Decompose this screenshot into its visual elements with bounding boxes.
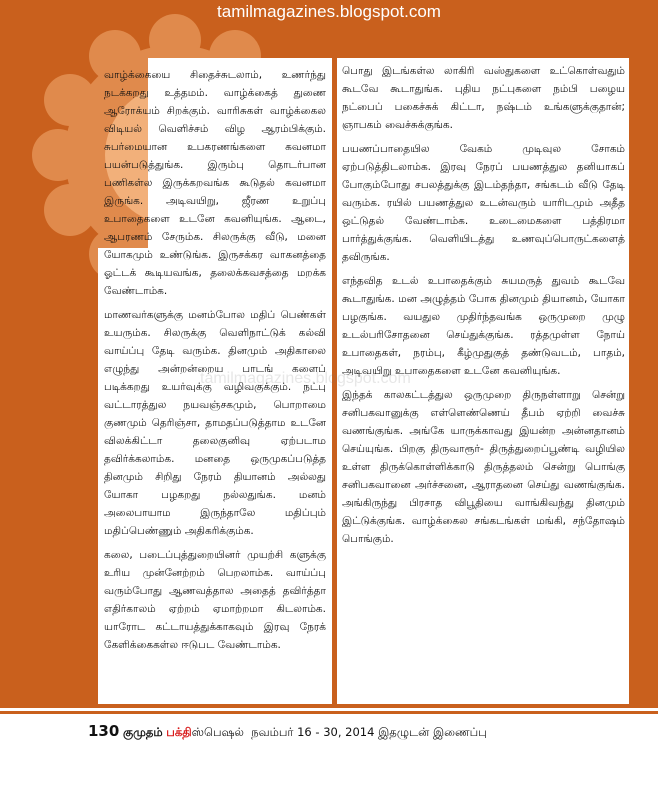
special-label: ஸ்பெஷல் — [191, 725, 244, 739]
paragraph: இந்தக் காலகட்டத்துல ஒருமுறை திருநள்ளாறு சென்று சனிபகவானுக்கு எள்ளெண்ணெய் தீபம் ஏற்றி வைச்சு வணங்குங்க. அங்கே யாருக்காவது இயன்ற அன்னதானம் செய்யுங்க. பிறகு திருவாரூர்- திருத்துறைப்பூண்டி வழியில உள்ள திருக்கொள்ளிக்காடு திருத்தலம் சென்று பொங்கு சனிபகவானை அர்ச்சனை, ஆராதனை செய்து வணங்குங்க. அங்கிருந்து பிரசாத விபூதியை வாங்கிவந்து தினமும் இட்டுக்குங்க. வாழ்க்கைல சங்கடங்கள் மங்கி, சந்தோஷம் பொங்கும். — [342, 389, 625, 545]
footer-rule — [0, 711, 658, 714]
paragraph: கலை, படைப்புத்துறையினர் முயற்சி களுக்கு உரிய முன்னேற்றம் பெறலாம்க. வாய்ப்பு வரும்போது ஆணவத்தால அதைத் தவிர்த்தா எதிர்காலம் ஏற்றம் ஏமாற்றமா கிடலாம்க. யாரோட கட்டாயத்துக்காகவும் இரவு நேரக் கேளிக்கைகள்ல ஈடுபட வேண்டாம்க. — [104, 549, 326, 651]
watermark-text: tamilmagazines.blogspot.com — [200, 370, 411, 387]
supplement-note: இதழுடன் இணைப்பு — [378, 725, 487, 739]
right-column — [342, 62, 625, 554]
issue-dates: நவம்பர் 16 - 30, 2014 — [251, 725, 375, 739]
paragraph: எந்தவித உடல் உபாதைக்கும் சுயமருத் துவம் கூடவே கூடாதுங்க. மன அழுத்தம் போக தினமும் தியானம், யோகா பழகுங்க. வயதுல முதிர்ந்தவங்க ஒருமுறை முழு உடல்பரிசோதனை செய்துக்குங்க. ரத்தமுள்ள நோய் உபாதைகள், நரம்பு, கீழ்முதுகுத் தண்டுவடம், பாதம், அடிவயிறு உபாதைகளை உடனே கவனியுங்க. — [342, 275, 625, 377]
magazine-name: குமுதம் — [122, 725, 163, 739]
paragraph: மாணவர்களுக்கு மனம்போல மதிப் பெண்கள் உயரும்க. சிலருக்கு வெளிநாட்டுக் கல்வி வாய்ப்பு தேடி வரும்க. தினமும் அதிகாலை எழுந்து அன்றன்றைய பாடங் களைப் படிக்கறது உயர்வுக்கு வழிவகுக்கும். நட்பு வட்டாரத்துல நயவஞ்சகமும், பொறாமை குணமும் தெரிஞ்சா, தாமதப்படுத்தாம உடனே விலக்கிட்டா தலைகுனிவு ஏற்படாம தவிர்க்கலாம்க. மனதை ஒருமுகப்படுத்த தினமும் சிறிது நேரம் தியானம் அல்லது யோகா பழகறது நல்லதுங்க. மனம் அலைபாயாம இருந்தாலே மதிப்பும் மதிப்பெண்ணும் அதிகரிக்கும்க. — [104, 309, 326, 537]
paragraph: வாழ்க்கையை சிதைச்சுடலாம், உணர்ந்து நடக்கறது உத்தமம். வாழ்க்கைத் துணை ஆரோக்யம் சிறக்கும். வாரிசுகள் வாழ்க்கைல விடியல் வெளிச்சம் விழ ஆரம்பிக்கும். சுபர்மையான உபகரணங்களை கவனமா பயன்படுத்துங்க. இரும்பு தொடர்பான பணிகள்ல இருக்கறவங்க கூடுதல் கவனமா இருங்க. அடிவயிறு, ஜீரண உறுப்பு உபாதைகளை உடனே கவனியுங்க. ஆடை, ஆபரணம் சேரும்க. சிலருக்கு வீடு, மனை யோகமும் உண்டுங்க. இருசக்கர வாகனத்தை ஓட்டக் கூடியவங்க, தலைக்கவசத்தை மறக்க வேண்டாம்க. — [104, 69, 326, 297]
page-number: 130 — [88, 722, 120, 740]
paragraph: பொது இடங்கள்ல லாகிரி வஸ்துகளை உட்கொள்வதும் கூடவே கூடாதுங்க. புதிய நட்புகளை நம்பி பழைய நட்பைப் பகைச்சுக் கிட்டா, நஷ்டம் உங்களுக்குதான்; ஞாபகம் வைச்சுக்குங்க. — [342, 65, 625, 131]
left-column — [104, 66, 326, 660]
footer-line — [88, 722, 487, 741]
paragraph: பயணப்பாதையில வேகம் முடிவுல சோகம் ஏற்படுத்திடலாம்க. இரவு நேரப் பயணத்துல தனியாகப் போகும்போது சபலத்துக்கு இடம்தந்தா, சங்கடம் வீடு தேடி வரும்க. ரயில் பயணத்துல உடன்வரும் யாரிடமும் அதீத ஒட்டுதல் வேண்டாம்க. உடைமைகளை பத்திரமா பார்த்துக்குங்க. வெளியிடத்து உணவுப்பொருட்களைத் தவிருங்க. — [342, 143, 625, 263]
section-name: பக்தி — [166, 725, 192, 739]
site-url: tamilmagazines.blogspot.com — [217, 2, 441, 21]
